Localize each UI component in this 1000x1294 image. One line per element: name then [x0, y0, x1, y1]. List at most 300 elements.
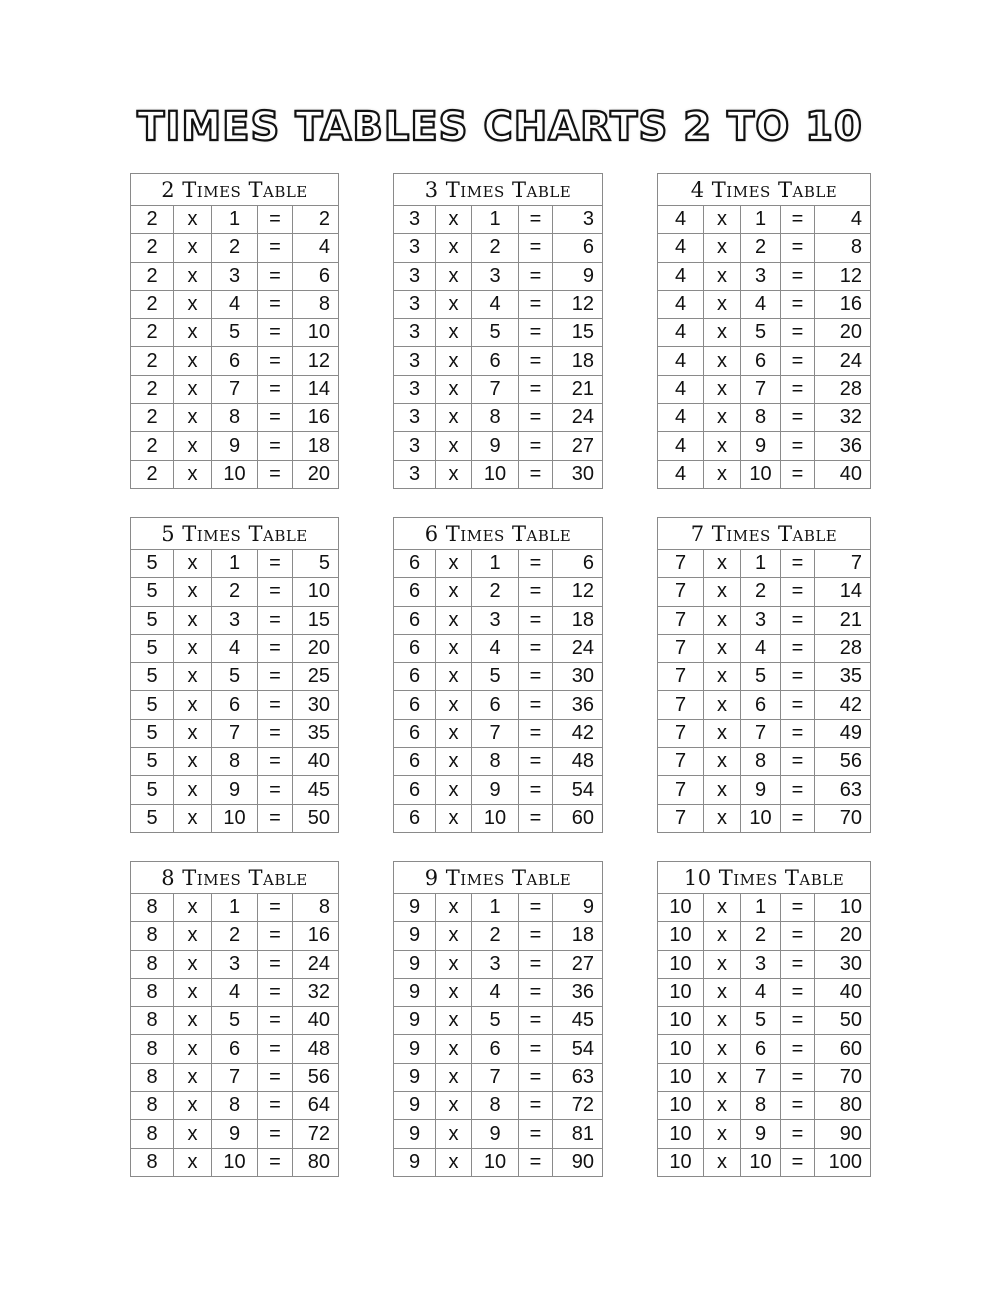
product-cell: 21: [553, 375, 603, 403]
equals-sign-cell: =: [519, 1035, 553, 1063]
equals-sign-cell: =: [519, 748, 553, 776]
multiplier-cell: 4: [212, 290, 258, 318]
table-row: [658, 1035, 871, 1063]
product-cell: 3: [553, 206, 603, 234]
multiplicand-cell: 2: [131, 375, 174, 403]
equals-sign-cell: =: [519, 319, 553, 347]
times-sign-cell: x: [174, 550, 212, 578]
equals-sign-cell: =: [781, 578, 815, 606]
multiplicand-cell: 7: [658, 804, 704, 832]
multiplicand-cell: 10: [658, 1063, 704, 1091]
equals-sign-cell: =: [781, 432, 815, 460]
equals-sign-cell: =: [781, 1007, 815, 1035]
multiplier-cell: 7: [741, 719, 781, 747]
multiplicand-cell: 7: [658, 550, 704, 578]
multiplier-cell: 9: [741, 432, 781, 460]
table-row: [658, 1092, 871, 1120]
times-table-3: [393, 173, 603, 489]
page-title: TIMES TABLES CHARTS 2 TO 10: [137, 104, 863, 150]
times-sign-cell: x: [436, 578, 472, 606]
product-cell: 12: [815, 262, 871, 290]
multiplicand-cell: 4: [658, 432, 704, 460]
times-sign-cell: x: [174, 578, 212, 606]
times-sign-cell: x: [704, 262, 741, 290]
multiplicand-cell: 2: [131, 234, 174, 262]
multiplicand-cell: 7: [658, 663, 704, 691]
equals-sign-cell: =: [258, 262, 293, 290]
product-cell: 7: [815, 550, 871, 578]
multiplicand-cell: 4: [658, 206, 704, 234]
equals-sign-cell: =: [519, 606, 553, 634]
times-sign-cell: x: [436, 404, 472, 432]
times-sign-cell: x: [436, 206, 472, 234]
multiplier-cell: 7: [472, 375, 519, 403]
product-cell: 45: [293, 776, 339, 804]
multiplicand-cell: 3: [394, 234, 436, 262]
multiplier-cell: 1: [212, 550, 258, 578]
table-row: [131, 748, 339, 776]
product-cell: 6: [293, 262, 339, 290]
multiplicand-cell: 10: [658, 978, 704, 1006]
table-row: [658, 1007, 871, 1035]
equals-sign-cell: =: [258, 1035, 293, 1063]
times-sign-cell: x: [174, 1035, 212, 1063]
product-cell: 12: [553, 578, 603, 606]
times-sign-cell: x: [174, 606, 212, 634]
product-cell: 18: [553, 347, 603, 375]
multiplicand-cell: 5: [131, 691, 174, 719]
equals-sign-cell: =: [258, 460, 293, 488]
multiplier-cell: 6: [472, 1035, 519, 1063]
multiplier-cell: 4: [472, 634, 519, 662]
multiplier-cell: 3: [741, 950, 781, 978]
equals-sign-cell: =: [519, 290, 553, 318]
multiplier-cell: 5: [741, 663, 781, 691]
multiplier-cell: 5: [741, 1007, 781, 1035]
multiplier-cell: 1: [472, 894, 519, 922]
multiplier-cell: 10: [212, 1148, 258, 1176]
product-cell: 36: [553, 978, 603, 1006]
table-row: [131, 1092, 339, 1120]
table-heading: 5 Times Table: [131, 518, 339, 550]
multiplier-cell: 10: [472, 460, 519, 488]
multiplier-cell: 8: [472, 1092, 519, 1120]
times-sign-cell: x: [704, 347, 741, 375]
times-sign-cell: x: [174, 460, 212, 488]
multiplicand-cell: 3: [394, 290, 436, 318]
table-row: [131, 404, 339, 432]
equals-sign-cell: =: [519, 1092, 553, 1120]
multiplicand-cell: 10: [658, 1092, 704, 1120]
multiplicand-cell: 3: [394, 206, 436, 234]
multiplicand-cell: 8: [131, 1035, 174, 1063]
table-row: [131, 262, 339, 290]
product-cell: 27: [553, 950, 603, 978]
equals-sign-cell: =: [781, 375, 815, 403]
product-cell: 20: [815, 319, 871, 347]
equals-sign-cell: =: [519, 950, 553, 978]
product-cell: 72: [553, 1092, 603, 1120]
product-cell: 63: [815, 776, 871, 804]
equals-sign-cell: =: [519, 460, 553, 488]
times-sign-cell: x: [174, 804, 212, 832]
product-cell: 72: [293, 1120, 339, 1148]
times-sign-cell: x: [174, 375, 212, 403]
product-cell: 32: [815, 404, 871, 432]
times-sign-cell: x: [436, 691, 472, 719]
product-cell: 64: [293, 1092, 339, 1120]
equals-sign-cell: =: [519, 206, 553, 234]
product-cell: 80: [293, 1148, 339, 1176]
table-row: [394, 978, 603, 1006]
multiplicand-cell: 7: [658, 691, 704, 719]
multiplier-cell: 2: [212, 578, 258, 606]
multiplier-cell: 6: [212, 1035, 258, 1063]
times-sign-cell: x: [174, 950, 212, 978]
times-sign-cell: x: [704, 234, 741, 262]
multiplicand-cell: 10: [658, 950, 704, 978]
times-sign-cell: x: [436, 606, 472, 634]
multiplicand-cell: 4: [658, 404, 704, 432]
multiplier-cell: 2: [741, 922, 781, 950]
times-sign-cell: x: [704, 663, 741, 691]
equals-sign-cell: =: [258, 691, 293, 719]
product-cell: 16: [815, 290, 871, 318]
multiplier-cell: 5: [472, 663, 519, 691]
equals-sign-cell: =: [258, 206, 293, 234]
product-cell: 20: [293, 460, 339, 488]
times-sign-cell: x: [704, 404, 741, 432]
product-cell: 90: [815, 1120, 871, 1148]
multiplier-cell: 5: [212, 663, 258, 691]
equals-sign-cell: =: [781, 634, 815, 662]
table-row: [394, 606, 603, 634]
table-row: [394, 234, 603, 262]
times-table-2: [130, 173, 339, 489]
multiplier-cell: 2: [741, 234, 781, 262]
times-sign-cell: x: [174, 748, 212, 776]
table-row: [394, 894, 603, 922]
equals-sign-cell: =: [258, 922, 293, 950]
table-row: [131, 1063, 339, 1091]
equals-sign-cell: =: [519, 550, 553, 578]
equals-sign-cell: =: [519, 578, 553, 606]
multiplicand-cell: 8: [131, 922, 174, 950]
multiplicand-cell: 6: [394, 776, 436, 804]
equals-sign-cell: =: [781, 262, 815, 290]
multiplicand-cell: 10: [658, 1035, 704, 1063]
multiplicand-cell: 10: [658, 1148, 704, 1176]
times-sign-cell: x: [436, 1092, 472, 1120]
product-cell: 10: [815, 894, 871, 922]
times-sign-cell: x: [174, 1148, 212, 1176]
product-cell: 8: [293, 290, 339, 318]
multiplicand-cell: 3: [394, 319, 436, 347]
times-sign-cell: x: [436, 550, 472, 578]
product-cell: 45: [553, 1007, 603, 1035]
multiplicand-cell: 8: [131, 950, 174, 978]
table-row: [658, 262, 871, 290]
multiplier-cell: 4: [212, 978, 258, 1006]
times-sign-cell: x: [174, 347, 212, 375]
multiplier-cell: 6: [741, 1035, 781, 1063]
multiplicand-cell: 8: [131, 1120, 174, 1148]
product-cell: 9: [553, 262, 603, 290]
product-cell: 100: [815, 1148, 871, 1176]
times-sign-cell: x: [704, 691, 741, 719]
multiplicand-cell: 8: [131, 978, 174, 1006]
table-row: [131, 234, 339, 262]
table-row: [394, 1007, 603, 1035]
product-cell: 14: [815, 578, 871, 606]
multiplicand-cell: 9: [394, 950, 436, 978]
product-cell: 10: [293, 578, 339, 606]
times-sign-cell: x: [704, 776, 741, 804]
multiplier-cell: 5: [472, 1007, 519, 1035]
equals-sign-cell: =: [781, 234, 815, 262]
multiplier-cell: 8: [741, 1092, 781, 1120]
table-row: [131, 691, 339, 719]
product-cell: 25: [293, 663, 339, 691]
multiplier-cell: 4: [741, 978, 781, 1006]
multiplicand-cell: 7: [658, 748, 704, 776]
multiplicand-cell: 5: [131, 663, 174, 691]
multiplier-cell: 4: [472, 290, 519, 318]
table-row: [658, 978, 871, 1006]
table-row: [658, 550, 871, 578]
product-cell: 30: [293, 691, 339, 719]
equals-sign-cell: =: [258, 1063, 293, 1091]
product-cell: 42: [815, 691, 871, 719]
product-cell: 2: [293, 206, 339, 234]
product-cell: 50: [293, 804, 339, 832]
table-row: [658, 404, 871, 432]
table-row: [131, 550, 339, 578]
equals-sign-cell: =: [519, 432, 553, 460]
multiplicand-cell: 7: [658, 606, 704, 634]
multiplicand-cell: 5: [131, 550, 174, 578]
multiplicand-cell: 4: [658, 262, 704, 290]
equals-sign-cell: =: [781, 347, 815, 375]
table-row: [394, 1092, 603, 1120]
product-cell: 12: [553, 290, 603, 318]
product-cell: 56: [293, 1063, 339, 1091]
multiplier-cell: 7: [212, 375, 258, 403]
table-row: [131, 804, 339, 832]
table-row: [131, 347, 339, 375]
times-sign-cell: x: [436, 804, 472, 832]
multiplier-cell: 9: [212, 1120, 258, 1148]
product-cell: 48: [553, 748, 603, 776]
table-row: [658, 804, 871, 832]
times-sign-cell: x: [174, 206, 212, 234]
product-cell: 18: [553, 922, 603, 950]
table-heading: 3 Times Table: [394, 174, 603, 206]
equals-sign-cell: =: [781, 290, 815, 318]
times-sign-cell: x: [704, 1120, 741, 1148]
multiplicand-cell: 4: [658, 319, 704, 347]
equals-sign-cell: =: [781, 978, 815, 1006]
equals-sign-cell: =: [258, 319, 293, 347]
times-sign-cell: x: [436, 719, 472, 747]
multiplier-cell: 3: [212, 606, 258, 634]
table-row: [131, 606, 339, 634]
table-row: [658, 1120, 871, 1148]
product-cell: 35: [815, 663, 871, 691]
equals-sign-cell: =: [258, 804, 293, 832]
multiplicand-cell: 2: [131, 290, 174, 318]
times-sign-cell: x: [174, 776, 212, 804]
times-sign-cell: x: [174, 922, 212, 950]
equals-sign-cell: =: [781, 748, 815, 776]
times-sign-cell: x: [174, 319, 212, 347]
table-row: [658, 206, 871, 234]
equals-sign-cell: =: [781, 1092, 815, 1120]
product-cell: 20: [293, 634, 339, 662]
equals-sign-cell: =: [258, 432, 293, 460]
equals-sign-cell: =: [258, 234, 293, 262]
product-cell: 36: [553, 691, 603, 719]
table-row: [394, 460, 603, 488]
table-row: [658, 432, 871, 460]
table-row: [658, 1148, 871, 1176]
equals-sign-cell: =: [258, 1120, 293, 1148]
equals-sign-cell: =: [258, 404, 293, 432]
product-cell: 28: [815, 634, 871, 662]
equals-sign-cell: =: [258, 550, 293, 578]
times-sign-cell: x: [704, 578, 741, 606]
times-sign-cell: x: [174, 1063, 212, 1091]
table-row: [131, 319, 339, 347]
product-cell: 9: [553, 894, 603, 922]
table-row: [131, 432, 339, 460]
table-row: [131, 290, 339, 318]
equals-sign-cell: =: [781, 606, 815, 634]
multiplier-cell: 3: [472, 950, 519, 978]
table-row: [394, 776, 603, 804]
table-row: [658, 719, 871, 747]
table-row: [131, 1035, 339, 1063]
times-sign-cell: x: [436, 375, 472, 403]
multiplicand-cell: 6: [394, 606, 436, 634]
table-row: [394, 319, 603, 347]
multiplier-cell: 2: [472, 578, 519, 606]
equals-sign-cell: =: [519, 634, 553, 662]
table-row: [658, 634, 871, 662]
multiplicand-cell: 9: [394, 978, 436, 1006]
product-cell: 4: [815, 206, 871, 234]
table-row: [131, 578, 339, 606]
equals-sign-cell: =: [519, 776, 553, 804]
product-cell: 5: [293, 550, 339, 578]
product-cell: 42: [553, 719, 603, 747]
times-sign-cell: x: [436, 748, 472, 776]
multiplicand-cell: 6: [394, 550, 436, 578]
times-sign-cell: x: [174, 634, 212, 662]
times-table-6: [393, 517, 603, 833]
equals-sign-cell: =: [781, 1063, 815, 1091]
times-sign-cell: x: [436, 1148, 472, 1176]
product-cell: 10: [293, 319, 339, 347]
equals-sign-cell: =: [781, 663, 815, 691]
times-sign-cell: x: [436, 922, 472, 950]
times-sign-cell: x: [704, 606, 741, 634]
multiplicand-cell: 4: [658, 347, 704, 375]
table-heading: 4 Times Table: [658, 174, 871, 206]
multiplier-cell: 8: [741, 748, 781, 776]
multiplicand-cell: 8: [131, 1148, 174, 1176]
product-cell: 56: [815, 748, 871, 776]
times-sign-cell: x: [704, 922, 741, 950]
multiplicand-cell: 5: [131, 748, 174, 776]
multiplicand-cell: 9: [394, 1148, 436, 1176]
multiplier-cell: 4: [741, 290, 781, 318]
multiplier-cell: 9: [741, 776, 781, 804]
times-sign-cell: x: [174, 1092, 212, 1120]
times-sign-cell: x: [704, 550, 741, 578]
product-cell: 54: [553, 776, 603, 804]
table-row: [658, 347, 871, 375]
equals-sign-cell: =: [781, 460, 815, 488]
product-cell: 35: [293, 719, 339, 747]
multiplier-cell: 1: [212, 894, 258, 922]
multiplicand-cell: 5: [131, 804, 174, 832]
table-heading: 10 Times Table: [658, 862, 871, 894]
multiplicand-cell: 9: [394, 1035, 436, 1063]
table-row: [394, 375, 603, 403]
times-sign-cell: x: [704, 432, 741, 460]
multiplicand-cell: 6: [394, 691, 436, 719]
table-row: [658, 748, 871, 776]
product-cell: 70: [815, 1063, 871, 1091]
times-table-10: [657, 861, 871, 1177]
table-row: [658, 691, 871, 719]
multiplier-cell: 9: [472, 1120, 519, 1148]
multiplicand-cell: 10: [658, 894, 704, 922]
product-cell: 30: [815, 950, 871, 978]
times-sign-cell: x: [174, 1120, 212, 1148]
table-row: [394, 290, 603, 318]
product-cell: 21: [815, 606, 871, 634]
times-sign-cell: x: [704, 290, 741, 318]
multiplier-cell: 1: [472, 206, 519, 234]
multiplicand-cell: 7: [658, 719, 704, 747]
equals-sign-cell: =: [781, 719, 815, 747]
table-row: [658, 319, 871, 347]
product-cell: 50: [815, 1007, 871, 1035]
product-cell: 30: [553, 460, 603, 488]
equals-sign-cell: =: [519, 804, 553, 832]
times-table-4: [657, 173, 871, 489]
table-row: [131, 460, 339, 488]
product-cell: 4: [293, 234, 339, 262]
times-sign-cell: x: [174, 691, 212, 719]
times-sign-cell: x: [704, 1148, 741, 1176]
multiplicand-cell: 8: [131, 1007, 174, 1035]
equals-sign-cell: =: [781, 691, 815, 719]
multiplicand-cell: 3: [394, 404, 436, 432]
multiplicand-cell: 6: [394, 804, 436, 832]
product-cell: 24: [553, 634, 603, 662]
times-sign-cell: x: [704, 978, 741, 1006]
times-sign-cell: x: [436, 1035, 472, 1063]
multiplicand-cell: 3: [394, 460, 436, 488]
product-cell: 20: [815, 922, 871, 950]
table-row: [658, 234, 871, 262]
table-row: [658, 776, 871, 804]
times-sign-cell: x: [704, 206, 741, 234]
table-row: [658, 606, 871, 634]
